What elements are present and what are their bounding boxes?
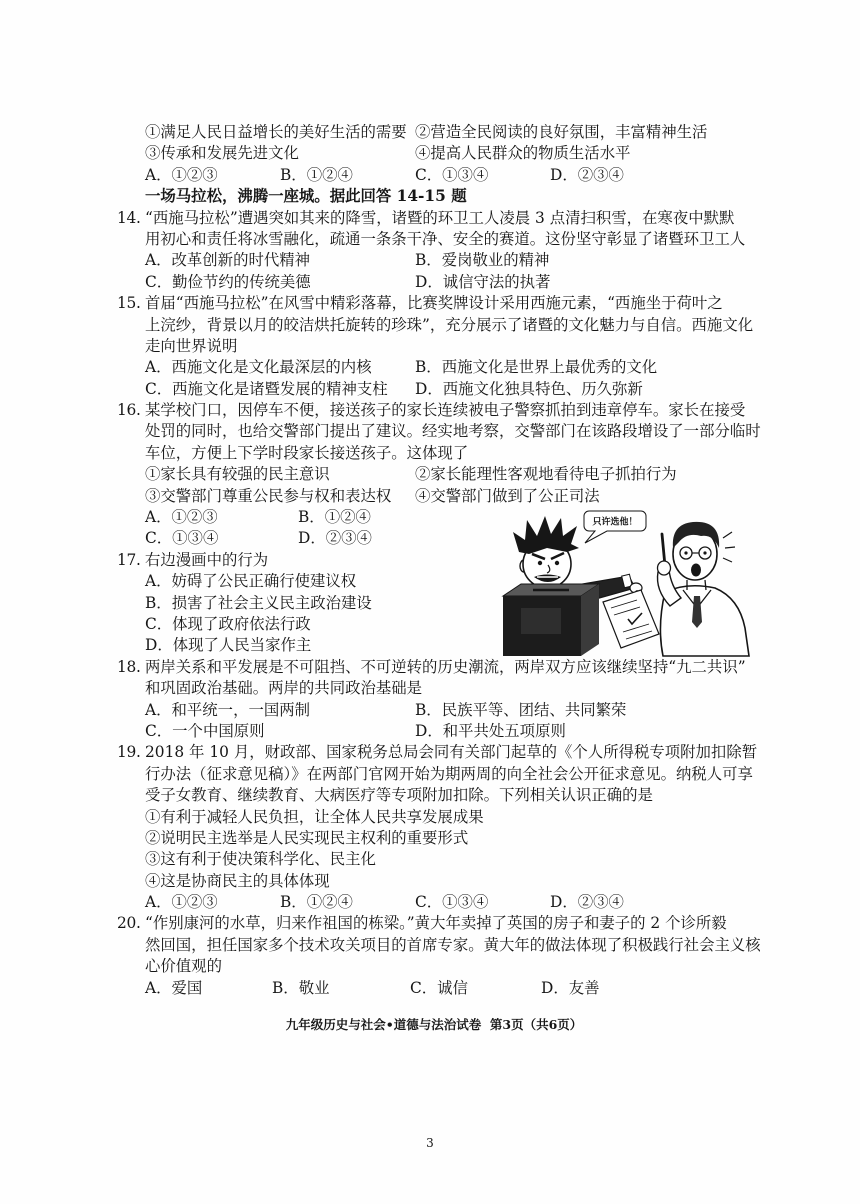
q19-stem: 行办法（征求意见稿）》在两部门官网开始为期两周的向全社会公开征求意见。纳税人可享 [145, 764, 753, 783]
q19-stem-row [0, 742, 860, 763]
q14-stem-row [0, 208, 860, 229]
q13-statement: ③传承和发展先进文化 [145, 144, 299, 163]
q14-stem-row [0, 229, 860, 250]
q17-option: A．妨碍了公民正确行使建议权 [145, 572, 357, 591]
q16-option: A．①②③ [145, 508, 218, 527]
q14-option: A．改革创新的时代精神 [145, 251, 311, 270]
q20-stem: 然回国，担任国家多个技术攻关项目的首席专家。黄大年的做法体现了积极践行社会主义核 [145, 935, 761, 954]
q18-stem: 和巩固政治基础。两岸的共同政治基础是 [145, 679, 423, 698]
q16-stem-row [0, 421, 860, 442]
q16-statement: ②家长能理性客观地看待电子抓拍行为 [415, 465, 677, 484]
q19-stem: 受子女教育、继续教育、大病医疗等专项附加扣除。下列相关认识正确的是 [145, 786, 653, 805]
q19-option: D．②③④ [550, 893, 624, 912]
group-intro-row [0, 186, 860, 207]
q16-option: C．①③④ [145, 529, 219, 548]
q16-stem: 车位，方便上下学时段家长接送孩子。这体现了 [145, 443, 469, 462]
q16-statement: ①家长具有较强的民主意识 [145, 465, 330, 484]
q14-stem: “西施马拉松”遭遇突如其来的降雪，诸暨的环卫工人凌晨 3 点清扫积雪，在寒夜中默默 [145, 208, 735, 227]
q18-number: 18. [117, 657, 141, 676]
q14-number: 14. [117, 208, 141, 227]
q14-option: D．诚信守法的执著 [415, 272, 551, 291]
q15-stem-row [0, 293, 860, 314]
q19-statement-row [0, 828, 860, 849]
q13-statement-row [0, 143, 860, 164]
q13-option: C．①③④ [415, 165, 489, 184]
q15-option-row [0, 379, 860, 400]
q19-stem-row [0, 785, 860, 806]
q14-option: B．爱岗敬业的精神 [415, 251, 550, 270]
q15-option: C．西施文化是诸暨发展的精神支柱 [145, 379, 388, 398]
shocked-voter-figure-part [658, 561, 671, 575]
q19-statement: ④这是协商民主的具体体现 [145, 871, 330, 890]
q17-option: C．体现了政府依法行政 [145, 614, 311, 633]
shocked-voter-figure-part [703, 551, 706, 554]
q16-stem-row [0, 443, 860, 464]
shocked-voter-figure [658, 522, 750, 656]
q20-option: A．爱国 [145, 978, 203, 997]
q13-option: A．①②③ [145, 165, 218, 184]
q14-option-row [0, 272, 860, 293]
q16-option: D．②③④ [298, 529, 372, 548]
shocked-voter-figure-part [723, 532, 735, 562]
q13-option-row [0, 165, 860, 186]
page-number: 3 [426, 1136, 434, 1150]
q16-statement-row [0, 486, 860, 507]
q13-statement: ②营造全民阅读的良好氛围，丰富精神生活 [415, 123, 708, 141]
q18-option: D．和平共处五项原则 [415, 721, 566, 740]
q15-stem: 上浣纱，背景以月的皎洁烘托旋转的珍珠”，充分展示了诸暨的文化魅力与自信。西施文化 [145, 315, 754, 334]
ballot-paper-part [603, 590, 659, 648]
q18-stem-row [0, 678, 860, 699]
q20-option-row [0, 978, 860, 999]
q16-statement: ③交警部门尊重公民参与权和表达权 [145, 486, 392, 505]
speech-bubble [584, 511, 646, 543]
q20-stem-row [0, 935, 860, 956]
q19-option-row [0, 892, 860, 913]
q15-stem: 走向世界说明 [145, 336, 238, 355]
ballot-box-part [581, 584, 599, 656]
q14-option: C．勤俭节约的传统美德 [145, 272, 311, 291]
q15-stem: 首届“西施马拉松”在风雪中精彩落幕，比赛奖牌设计采用西施元素，“西施坐于荷叶之 [145, 294, 723, 313]
q20-option: C．诚信 [410, 978, 468, 997]
q16-statement-row [0, 464, 860, 485]
q16-option: B．①②④ [298, 508, 371, 527]
q20-stem: “作别康河的水草，归来作祖国的栋梁。”黄大年卖掉了英国的房子和妻子的 2 个诊所毅 [145, 914, 727, 933]
speech-bubble-text: 只许选他！ [592, 517, 638, 528]
q13-statement-row [0, 122, 860, 143]
q13-option: D．②③④ [550, 165, 624, 184]
q19-option: A．①②③ [145, 893, 218, 912]
q20-option: D．友善 [541, 978, 600, 997]
angry-official-figure-part [555, 561, 559, 565]
q17-cartoon [487, 508, 752, 658]
q20-number: 20. [117, 914, 141, 933]
q16-number: 16. [117, 401, 141, 420]
q16-stem: 处罚的同时，也给交警部门提出了建议。经实地考察，交警部门在该路段增设了一部分临时 [145, 422, 761, 441]
q18-option: A．和平统一，一国两制 [145, 700, 311, 719]
shocked-voter-figure-part [684, 551, 687, 554]
q17-number: 17. [117, 550, 141, 569]
angry-official-figure-part [538, 561, 542, 565]
q15-number: 15. [117, 294, 141, 313]
shocked-voter-figure-part [691, 564, 701, 577]
q19-statement: ①有利于减轻人民负担，让全体人民共享发展成果 [145, 807, 484, 826]
q15-stem-row [0, 315, 860, 336]
q15-option: D．西施文化独具特色、历久弥新 [415, 379, 643, 398]
q13-statement: ①满足人民日益增长的美好生活的需要 [145, 123, 407, 141]
q18-stem-row [0, 657, 860, 678]
q19-statement-row [0, 871, 860, 892]
page-footer: 九年级历史与社会•道德与法治试卷 第3页（共6页） [285, 1017, 583, 1032]
q15-stem-row [0, 336, 860, 357]
ballot-box [503, 584, 599, 656]
q20-stem-row [0, 913, 860, 934]
q17-option: B．损害了社会主义民主政治建设 [145, 593, 372, 612]
q19-option: C．①③④ [415, 893, 489, 912]
q19-stem-row [0, 764, 860, 785]
ballot-box-part [521, 608, 561, 634]
q19-statement: ②说明民主选举是人民实现民主权利的重要形式 [145, 828, 469, 847]
q19-number: 19. [117, 743, 141, 762]
q15-option-row [0, 357, 860, 378]
q17-stem: 右边漫画中的行为 [145, 550, 269, 569]
q18-stem: 两岸关系和平发展是不可阻挡、不可逆转的历史潮流，两岸双方应该继续坚持“九二共识” [145, 657, 746, 676]
group-intro: 一场马拉松，沸腾一座城。据此回答 14-15 题 [145, 187, 467, 206]
q20-option: B．敬业 [272, 978, 330, 997]
q14-stem: 用初心和责任将冰雪融化，疏通一条条干净、安全的赛道。这份坚守彰显了诸暨环卫工人 [145, 229, 746, 248]
q16-stem-row [0, 400, 860, 421]
q19-stem: 2018 年 10 月，财政部、国家税务总局会同有关部门起草的《个人所得税专项附加扣除暂 [145, 743, 758, 762]
q20-stem-row [0, 956, 860, 977]
q16-stem: 某学校门口，因停车不便，接送孩子的家长连续被电子警察抓拍到违章停车。家长在接受 [145, 401, 746, 420]
q19-statement-row [0, 807, 860, 828]
q18-option: B．民族平等、团结、共同繁荣 [415, 700, 627, 719]
q18-option-row [0, 721, 860, 742]
q20-stem: 心价值观的 [145, 957, 222, 976]
q19-statement: ③这有利于使决策科学化、民主化 [145, 850, 376, 869]
q13-statement: ④提高人民群众的物质生活水平 [415, 144, 631, 163]
q19-statement-row [0, 849, 860, 870]
q18-option: C．一个中国原则 [145, 721, 265, 740]
q18-option-row [0, 700, 860, 721]
q17-option: D．体现了人民当家作主 [145, 636, 312, 655]
q15-option: B．西施文化是世界上最优秀的文化 [415, 358, 658, 377]
q15-option: A．西施文化是文化最深层的内核 [145, 358, 372, 377]
ballot-paper [603, 590, 659, 648]
q14-option-row [0, 250, 860, 271]
q13-option: B．①②④ [280, 165, 353, 184]
q19-option: B．①②④ [280, 893, 353, 912]
angry-official-figure-part [513, 516, 579, 554]
q16-statement: ④交警部门做到了公正司法 [415, 486, 600, 505]
